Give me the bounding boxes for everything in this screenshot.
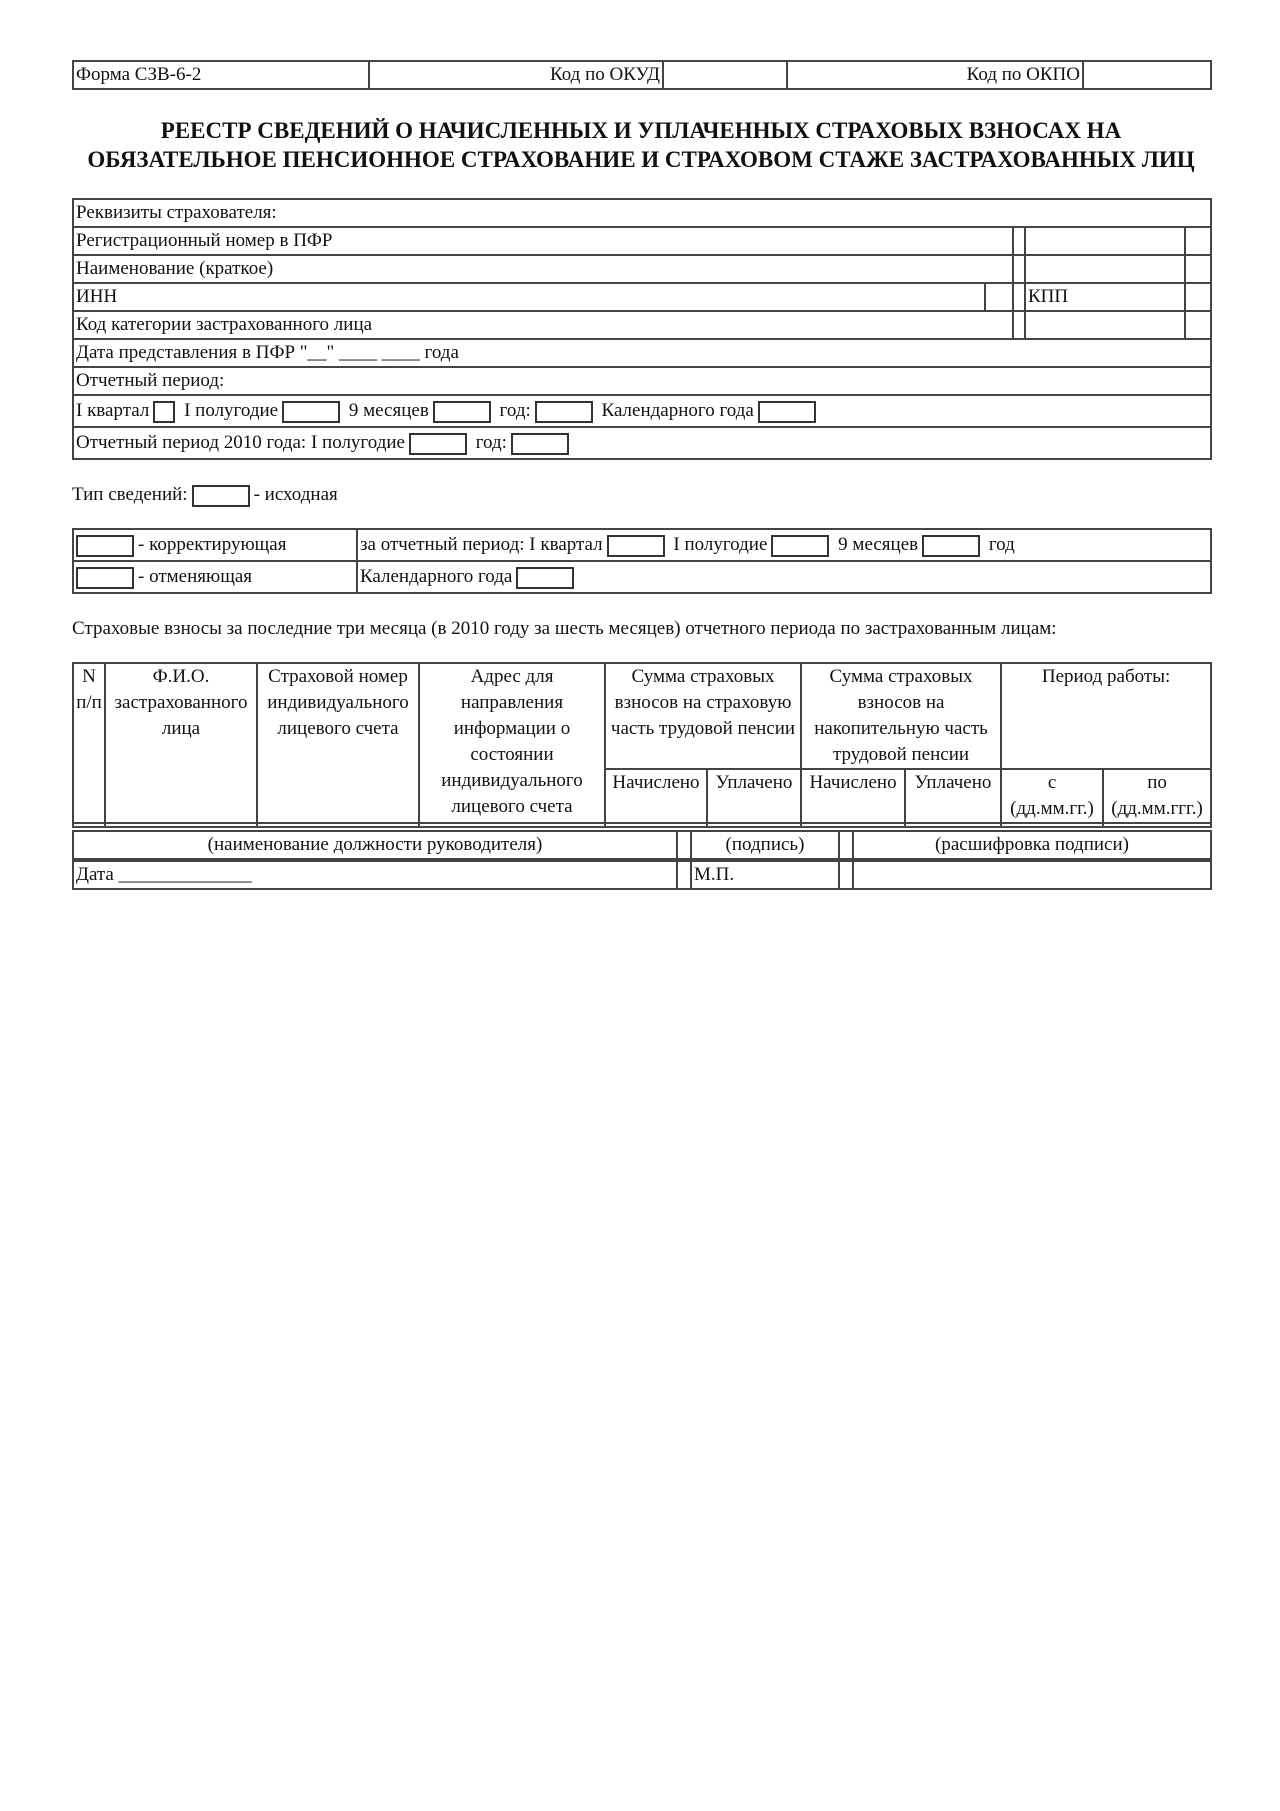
kpp-field[interactable] [1185, 283, 1211, 311]
period-year-box[interactable] [535, 401, 593, 423]
name-sep [1013, 255, 1025, 283]
initial-box[interactable] [192, 485, 250, 507]
period-2010-year-box[interactable] [511, 433, 569, 455]
insurer-heading: Реквизиты страхователя: [73, 199, 1211, 227]
okud-field[interactable] [663, 61, 787, 89]
period-2010-label: Отчетный период 2010 года: I полугодие [76, 432, 405, 453]
position-label: (наименование должности руководителя) [73, 831, 677, 859]
period-year-label: год: [499, 400, 531, 421]
corrective-label: - корректирующая [138, 534, 287, 555]
cell-ins-accrued[interactable] [605, 823, 707, 827]
cancel-calyear-label: Календарного года [360, 566, 513, 587]
corr-q1-label: за отчетный период: I квартал [360, 534, 603, 555]
period-q1-label: I квартал [76, 400, 150, 421]
period-9m-label: 9 месяцев [348, 400, 429, 421]
col-insurance-part: Сумма страховых взносов на страховую часть трудовой пенсии [605, 663, 801, 769]
period-2010 [73, 427, 1211, 459]
corrective-period [357, 529, 1211, 561]
table-row [73, 823, 1211, 827]
corr-h1-label: I полугодие [673, 534, 768, 555]
corrective-box[interactable] [76, 535, 134, 557]
cell-acc-accrued[interactable] [801, 823, 905, 827]
period-2010-h1-box[interactable] [409, 433, 467, 455]
form-code: Форма СЗВ-6-2 [73, 61, 369, 89]
contributions-table [72, 662, 1212, 828]
info-type-label: Тип сведений: [72, 484, 188, 505]
period-calyear-label: Календарного года [601, 400, 754, 421]
corr-9m-box[interactable] [922, 535, 980, 557]
cancel-cell [73, 561, 357, 593]
corrective-cell [73, 529, 357, 561]
kpp-label: КПП [1025, 283, 1185, 311]
cell-from[interactable] [1001, 823, 1103, 827]
decode-label: (расшифровка подписи) [853, 831, 1211, 859]
cell-n[interactable] [73, 823, 105, 827]
cell-acc-paid[interactable] [905, 823, 1001, 827]
reg-number-sep [1013, 227, 1025, 255]
cell-fio[interactable] [105, 823, 257, 827]
insurer-table [72, 198, 1212, 460]
cell-address[interactable] [419, 823, 605, 827]
contributions-note: Страховые взносы за последние три месяца (в 2010 году за шесть месяцев) отчетного периода по застрахованным лицам: [72, 618, 1057, 639]
col-snils: Страховой номер индивидуального лицевого счета [257, 663, 419, 823]
sig-sep-1 [677, 831, 691, 859]
info-type-line [72, 482, 1210, 508]
form-header [72, 60, 1212, 90]
stamp-field [853, 861, 1211, 889]
date-field[interactable]: Дата ______________ [73, 861, 677, 889]
okpo-field[interactable] [1083, 61, 1211, 89]
cancel-box[interactable] [76, 567, 134, 589]
initial-label: - исходная [253, 484, 338, 505]
name-field[interactable] [1025, 255, 1185, 283]
col-accum-accrued: Начислено [801, 769, 905, 823]
col-insurance-paid: Уплачено [707, 769, 801, 823]
col-fio: Ф.И.О. застрахованного лица [105, 663, 257, 823]
submission-date[interactable]: Дата представления в ПФР "__" ____ ____ года [73, 339, 1211, 367]
category-label: Код категории застрахованного лица [73, 311, 1013, 339]
sig-sep-2 [839, 831, 853, 859]
col-accumulative-part: Сумма страховых взносов на накопительную часть трудовой пенсии [801, 663, 1001, 769]
period-q1-box[interactable] [153, 401, 175, 423]
col-period-to: по (дд.мм.ггг.) [1103, 769, 1211, 823]
category-end [1185, 311, 1211, 339]
okpo-label: Код по ОКПО [787, 61, 1083, 89]
col-period-from: с (дд.мм.гг.) [1001, 769, 1103, 823]
category-sep [1013, 311, 1025, 339]
cancel-calyear-box[interactable] [516, 567, 574, 589]
corr-h1-box[interactable] [771, 535, 829, 557]
signature-label: (подпись) [691, 831, 839, 859]
col-insurance-accrued: Начислено [605, 769, 707, 823]
stamp-label: М.П. [691, 861, 839, 889]
sig-sep-5 [677, 861, 691, 889]
sig-sep-6 [839, 861, 853, 889]
period-calyear-box[interactable] [758, 401, 816, 423]
reg-number-field[interactable] [1025, 227, 1185, 255]
col-number: N п/п [73, 663, 105, 823]
col-accum-paid: Уплачено [905, 769, 1001, 823]
col-work-period: Период работы: [1001, 663, 1211, 769]
form-page [72, 60, 1210, 890]
period-2010-year-label: год: [475, 432, 507, 453]
name-end [1185, 255, 1211, 283]
reg-number-end [1185, 227, 1211, 255]
corr-year-label: год [988, 534, 1015, 555]
period-h1-label: I полугодие [184, 400, 279, 421]
reg-number-label: Регистрационный номер в ПФР [73, 227, 1013, 255]
cell-snils[interactable] [257, 823, 419, 827]
info-type-table [72, 528, 1212, 594]
cell-ins-paid[interactable] [707, 823, 801, 827]
corr-q1-box[interactable] [607, 535, 665, 557]
period-heading: Отчетный период: [73, 367, 1211, 395]
inn-label: ИНН [73, 283, 985, 311]
corr-9m-label: 9 месяцев [838, 534, 919, 555]
col-address: Адрес для направления информации о состоянии индивидуального лицевого счета [419, 663, 605, 823]
inn-sep [1013, 283, 1025, 311]
period-9m-box[interactable] [433, 401, 491, 423]
okud-label: Код по ОКУД [369, 61, 663, 89]
category-field[interactable] [1025, 311, 1185, 339]
name-label: Наименование (краткое) [73, 255, 1013, 283]
cell-to[interactable] [1103, 823, 1211, 827]
inn-field[interactable] [985, 283, 1013, 311]
page-title: РЕЕСТР СВЕДЕНИЙ О НАЧИСЛЕННЫХ И УПЛАЧЕННЫХ СТРАХОВЫХ ВЗНОСАХ НА ОБЯЗАТЕЛЬНОЕ ПЕНСИОННОЕ СТРАХОВАНИЕ И СТРАХОВОМ СТАЖЕ ЗАСТРАХОВАННЫХ ЛИЦ [87, 118, 1195, 172]
cancel-label: - отменяющая [138, 566, 252, 587]
signature-table [72, 830, 1212, 890]
cancel-period [357, 561, 1211, 593]
period-options [73, 395, 1211, 427]
period-h1-box[interactable] [282, 401, 340, 423]
